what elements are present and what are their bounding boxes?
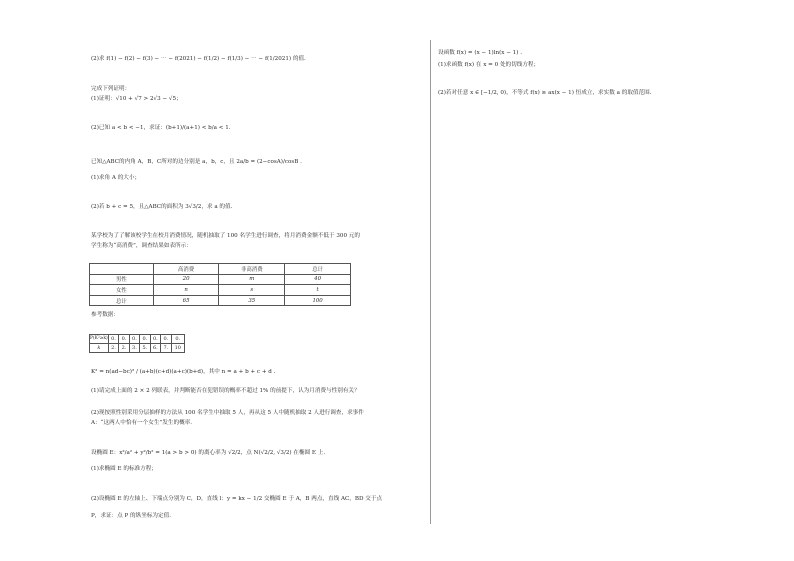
table-cell: 0. xyxy=(129,335,139,344)
problem-4-intro-line-2: 学生称为“高消费”，调查结果如表所示： xyxy=(91,243,192,249)
problem-6-intro: 设函数 f(x) = (x − 1)ln(x − 1) . xyxy=(438,50,522,56)
problem-5-part-2-line-2: P，求证：点 P 的纵坐标为定值. xyxy=(91,513,171,519)
problem-4-intro-line-1: 某学校为了了解该校学生在校月消费情况，随机抽取了 100 名学生进行调查，将月消费金额不低于 300 元的 xyxy=(91,233,360,239)
table-cell: k xyxy=(90,344,109,353)
table-cell: 35 xyxy=(219,295,285,306)
table-cell: 10 xyxy=(171,344,184,353)
table-header-row xyxy=(90,264,351,275)
table-header-cell xyxy=(90,264,154,275)
table-header-cell: 高消费 xyxy=(153,264,219,275)
table-cell: 0. xyxy=(119,335,129,344)
table-cell: 女性 xyxy=(90,285,154,296)
survey-contingency-table xyxy=(89,263,351,306)
problem-3-intro: 已知△ABC的内角 A，B，C所对的边分别是 a，b，c，且 2a/b = (2−cosA)/cosB . xyxy=(91,159,302,165)
table-row xyxy=(90,285,351,296)
table-cell: 20 xyxy=(153,274,219,285)
table-cell: 0. xyxy=(171,335,184,344)
table-cell: 0. xyxy=(150,335,160,344)
column-divider xyxy=(430,40,431,524)
table-cell: P(K²≥k) xyxy=(90,335,109,344)
problem-4-part-1: (1)请完成上面的 2 × 2 列联表，并判断能否在犯错误的概率不超过 1% 的前提下，认为月消费与性别有关？ xyxy=(91,388,360,394)
table-row xyxy=(90,335,185,344)
table-row xyxy=(90,295,351,306)
table-cell: 5. xyxy=(140,344,150,353)
table-cell: n xyxy=(153,285,219,296)
problem-2-part-1: (1)证明：√10 + √7 > 2√3 − √5； xyxy=(91,96,182,102)
table-cell: 100 xyxy=(285,295,351,306)
table-cell: 0. xyxy=(108,335,118,344)
table-row xyxy=(90,274,351,285)
problem-4-part-2-line-2: A：“这两人中恰有一个女生”发生的概率. xyxy=(91,420,193,426)
problem-2-part-2: (2)已知 a < b < −1，求证：(b+1)/(a+1) < b/a < 1. xyxy=(91,125,231,131)
problem-4-part-2-line-1: (2)现按照性别采用分层抽样的方法从 100 名学生中抽取 5 人，再从这 5 人中随机抽取 2 人进行调查，求事件 xyxy=(91,410,364,416)
problem-3-part-1: (1)求角 A 的大小； xyxy=(91,175,141,181)
table-cell: 男性 xyxy=(90,274,154,285)
problem-3-part-2: (2)若 b + c = 5，且△ABC的面积为 3√3/2，求 a 的值. xyxy=(91,204,233,210)
problem-5-part-2-line-1: (2)设椭圆 E 的左轴上、下端点分别为 C，D，直线 l：y = kx − 1/2 交椭圆 E 于 A，B 两点，直线 AC，BD 交于点 xyxy=(91,496,383,502)
problem-6-part-1: (1)求函数 f(x) 在 x = 0 处的切线方程； xyxy=(438,62,540,68)
table-cell: s xyxy=(219,285,285,296)
table-header-cell: 非高消费 xyxy=(219,264,285,275)
table-row xyxy=(90,344,185,353)
table-cell: 总计 xyxy=(90,295,154,306)
table-cell: 65 xyxy=(153,295,219,306)
table-cell: m xyxy=(219,274,285,285)
chi-square-formula: K² = n(ad−bc)² / (a+b)(c+d)(a+c)(b+d)，其中 n = a + b + c + d . xyxy=(91,369,276,375)
table-cell: 3. xyxy=(129,344,139,353)
table-cell: 7. xyxy=(161,344,171,353)
problem-6-part-2: (2)若对任意 x ∈ [−1/2, 0)，不等式 f(x) ≥ ax(x − 1) 恒成立，求实数 a 的取值范围. xyxy=(438,90,652,96)
reference-data-table xyxy=(89,334,185,353)
problem-1-part-2: (2)求 f(1) − f(2) − f(3) − ⋯ − f(2021) − f(1/2) − f(1/3) − ⋯ − f(1/2021) 的值. xyxy=(91,56,306,62)
table-cell: 0. xyxy=(161,335,171,344)
table-cell: 40 xyxy=(285,274,351,285)
table-cell: 6. xyxy=(150,344,160,353)
table-cell: 0. xyxy=(140,335,150,344)
table-header-cell: 总计 xyxy=(285,264,351,275)
problem-5-part-1: (1)求椭圆 E 的标准方程； xyxy=(91,466,157,472)
table-cell: 2. xyxy=(119,344,129,353)
problem-2-title: 完成下列证明： xyxy=(91,86,131,92)
reference-data-label: 参考数据： xyxy=(91,312,119,318)
table-cell: 2. xyxy=(108,344,118,353)
problem-5-intro: 设椭圆 E：x²/a² + y²/b² = 1(a > b > 0) 的离心率为 √2/2，点 N(√2/2, √3/2) 在椭圆 E 上. xyxy=(91,450,326,456)
table-cell: t xyxy=(285,285,351,296)
